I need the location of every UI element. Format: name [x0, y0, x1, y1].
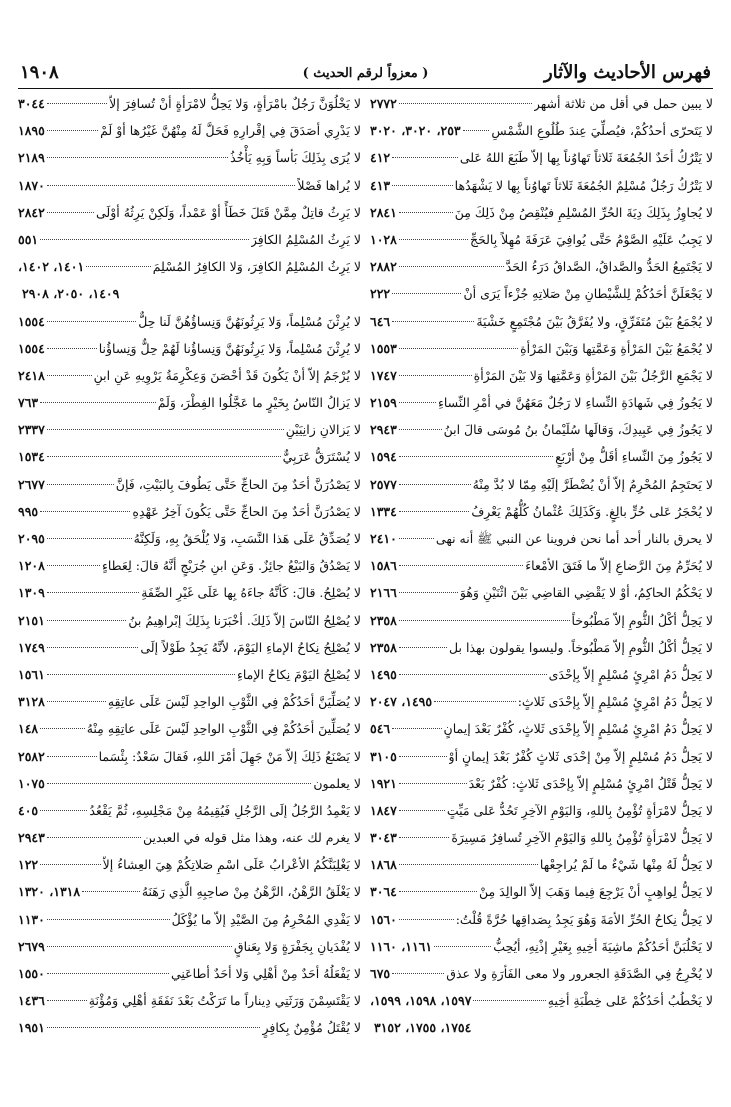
- leader-dots: [434, 701, 516, 702]
- index-entry: [370, 498, 713, 525]
- index-entry: [370, 770, 713, 797]
- entry-text: لا يَغْلَقُ الرَّهْنُ، الرَّهْنُ مِنْ صاحِبِهِ الَّذِي رَهَنَهُ: [141, 884, 361, 900]
- index-entry: [18, 308, 361, 335]
- entry-hadith-number: ٢٨٤٢: [18, 204, 45, 220]
- entry-text: لا يغرم لك عنه، وهذا مثل قوله في العبدين: [143, 830, 361, 846]
- leader-dots: [399, 429, 442, 430]
- leader-dots: [47, 538, 132, 539]
- index-entry: [18, 634, 361, 661]
- leader-dots: [473, 1000, 545, 1001]
- leader-dots: [399, 592, 458, 593]
- index-entry: [18, 389, 361, 416]
- entry-hadith-number: ٢٣٣٧: [18, 422, 45, 438]
- entry-text: لا يُصَلِّينَ أحَدُكُمْ فِي الثَّوْبِ الواحِدِ لَيْسَ عَلَى عاتِقِهِ مِنْهُ: [86, 721, 361, 737]
- leader-dots: [47, 1000, 87, 1001]
- entry-text: لا يَصْنَعُ ذَلِكَ إلاّ مَنْ جَهِلَ أمْرَ اللهِ، فَقالَ سَعْدٌ: بِئْسَما: [98, 748, 361, 764]
- index-entry: [370, 688, 713, 715]
- entry-text: لا يُحْجَرُ عَلى حُرٍّ بالِغٍ. وَكَذَلِكَ عُثْمانُ كُلُّهُمْ يَعْرِفُ: [471, 503, 713, 519]
- index-entry: [370, 552, 713, 579]
- leader-dots: [40, 511, 130, 512]
- leader-dots: [47, 565, 100, 566]
- leader-dots: [399, 348, 518, 349]
- leader-dots: [399, 837, 449, 838]
- entry-hadith-number: ١٥٥٠: [18, 966, 45, 981]
- index-entry: [18, 253, 361, 280]
- entry-hadith-number: ٤٠٥: [18, 802, 39, 818]
- index-entry: [18, 498, 361, 525]
- index-entry: [370, 144, 713, 171]
- entry-text: لا يَحْلُبَنَّ أحَدُكُمْ ماشِيَةَ أخِيهِ بِغَيْرِ إذْنِهِ، أيُحِبُّ: [493, 938, 713, 954]
- index-entry: [18, 199, 361, 226]
- entry-text: لا يَجُوزُ فِي عَبِيدِكَ، وَقالَها سُلَيْمانُ بنُ مُوسَى قالَ ابنُ: [443, 422, 713, 438]
- entry-text: لا يُصَلِّيَنَّ أحَدُكُمْ فِي الثَّوْبِ الواحِدِ لَيْسَ عَلَى عاتِقِهِ: [107, 694, 361, 710]
- leader-dots: [40, 810, 87, 811]
- leader-dots: [86, 266, 151, 267]
- entry-text: لا يعلمون: [313, 775, 361, 791]
- index-entry: [18, 607, 361, 634]
- leader-dots: [399, 864, 538, 865]
- leader-dots: [399, 103, 532, 104]
- entry-hadith-number: ٦٤٦: [370, 313, 391, 329]
- entry-hadith-number: ١٢٠٨: [18, 558, 45, 574]
- entry-text: لا يَحِلُّ دَمُ امْرِئٍ مُسْلِمٍ إلاّ بِإحْدَى: [548, 666, 713, 682]
- index-columns: [18, 90, 713, 1098]
- page-header: [18, 58, 713, 89]
- entry-hadith-number: ١٤٩٥، ٢٠٤٧: [370, 694, 433, 710]
- entry-hadith-number: ١٥٥٣: [370, 340, 397, 356]
- entry-hadith-number: ٦٧٥: [370, 966, 391, 981]
- entry-text: لا يَتْرُكُ أحَدٌ الجُمُعَةَ ثَلاثاً تَهاوُناً بِها إلاّ طَبَعَ اللهُ عَلى: [459, 150, 713, 166]
- entry-hadith-number: ٢٠٩٥: [18, 531, 45, 546]
- entry-text: لا يَجْعَلَنَّ أحَدُكُمْ لِلشَّيْطانِ مِنْ صَلاتِهِ جُزْءاً يَرَى أنْ: [463, 286, 713, 302]
- index-entry: [370, 172, 713, 199]
- index-entry: [18, 661, 361, 688]
- entry-text: لا يَرِثُ قاتِلٌ مِمَّنْ قَتَلَ خَطَأً أوْ عَمْداً، وَلَكِنْ يَرِثُهُ أوْلَى: [96, 204, 361, 220]
- entry-hadith-number: ١١٦١، ١١٦٠: [370, 938, 433, 954]
- leader-dots: [399, 674, 547, 675]
- entry-text: لا يَغْلِبَنَّكُمُ الأعْرابُ عَلَى اسْمِ صَلاتِكُمْ هِيَ العِشاءُ إلاّ: [102, 857, 361, 873]
- index-entry: [370, 824, 713, 851]
- entry-hadith-number: ١٨٧٠: [18, 177, 45, 193]
- leader-dots: [47, 157, 228, 158]
- entry-hadith-number: ١٥٥٤: [18, 313, 45, 329]
- entry-text: لا يُصْلِحُ النّاسَ إلاّ ذَلِكَ. أخْبَرَنا بِذَلِكَ إبْراهِيمُ بنُ: [128, 612, 361, 628]
- left-column: [18, 90, 361, 1098]
- entry-text: لا يَتْرُكُ رَجُلٌ مُسْلِمٌ الجُمُعَةَ ثَلاثاً تَهاوُناً بِها لا يَشْهَدُها: [454, 177, 713, 193]
- leader-dots: [399, 647, 447, 648]
- index-entry: [370, 90, 713, 117]
- entry-text: لا يَحِلُّ دَمُ مُسْلِمٍ إلاّ مِنْ إحْدَى ثَلاثٍ كُفْرٌ بَعْدَ إيمانٍ أوْ: [448, 748, 713, 764]
- entry-text: لا يَحِلُّ دَمُ امْرِئٍ مُسْلِمٍ إلاّ بِإحْدَى ثَلاثٍ، كُفْرٌ بَعْدَ إيمانٍ: [443, 721, 713, 737]
- leader-dots: [399, 239, 468, 240]
- leader-dots: [392, 728, 441, 729]
- entry-text: لا يَخْطُبُ أحَدُكُمْ عَلى خِطْبَةِ أخِيهِ: [547, 993, 713, 1009]
- leader-dots: [463, 130, 490, 131]
- leader-dots: [47, 701, 106, 702]
- entry-hadith-number: ١٥٦١: [18, 666, 45, 682]
- leader-dots: [40, 864, 101, 865]
- entry-hadith-number: ٢١٥١: [18, 612, 45, 628]
- index-entry: [370, 253, 713, 280]
- entry-hadith-number: ٣١٠٥: [370, 748, 397, 764]
- leader-dots: [399, 402, 436, 403]
- entry-text: لا يَرِثُ المُسْلِمُ الكافِرَ، وَلا الكافِرُ المُسْلِمَ: [152, 259, 361, 275]
- entry-text: لا يَصْدُرَنَّ أحَدٌ مِنَ الحاجِّ حَتَّى يَكُونَ آخِرُ عَهْدِهِ: [132, 503, 361, 519]
- index-page: [18, 58, 713, 1098]
- leader-dots: [47, 212, 94, 213]
- entry-hadith-number: ١٨٤٧: [370, 802, 397, 818]
- entry-text: لا يُراها فَصْلاً: [297, 177, 361, 193]
- leader-dots: [47, 484, 114, 485]
- entry-hadith-number: ٢٥٨٢: [18, 748, 45, 764]
- entry-text: لا يُصْلِحُ اليَوْمَ نِكاحُ الإماءِ: [236, 666, 361, 682]
- index-entry: [370, 878, 713, 905]
- entry-hadith-number: ٤١٢: [370, 150, 391, 166]
- entry-text: لا يَجُوزُ مِنَ النِّساءِ أقَلُّ مِنْ أرْبَعٍ: [555, 449, 713, 465]
- entry-hadith-number: ٣٠٦٤: [370, 884, 397, 900]
- leader-dots: [47, 919, 170, 920]
- index-entry: [18, 824, 361, 851]
- entry-text: لا يَحِلُّ نِكاحُ الحُرِّ الأمَةَ وَهُوَ يَجِدُ بِصَداقِها حُرَّةً قُلْتُ:: [455, 911, 713, 927]
- index-entry: [18, 797, 361, 824]
- index-entry: [370, 471, 713, 498]
- entry-hadith-number: ١٢٢: [18, 857, 39, 873]
- entry-text: لا يَزالُ النّاسُ بِخَيْرٍ ما عَجَّلُوا الفِطْرَ، وَلَمْ: [157, 395, 361, 411]
- leader-dots: [399, 783, 467, 784]
- leader-dots: [47, 620, 127, 621]
- index-entry: [18, 770, 361, 797]
- entry-text: لا يَجْمَعِ الرَّجُلُ بَيْنَ المَرْأةِ وَعَمَّتِها وَلا بَيْنَ المَرْأةِ: [473, 367, 713, 383]
- leader-dots: [399, 891, 477, 892]
- leader-dots: [47, 456, 281, 457]
- leader-dots: [47, 837, 141, 838]
- entry-hadith-number: ٥٥١: [18, 231, 39, 247]
- entry-hadith-number: ٩٩٥: [18, 503, 39, 519]
- leader-dots: [47, 375, 92, 376]
- entry-text: لا يَصْدُرَنَّ أحَدٌ مِنَ الحاجِّ حَتَّى يَطُوفَ بِالبَيْتِ، فَإنَّ: [115, 476, 361, 492]
- entry-hadith-number: ١٩٥١: [18, 1020, 45, 1036]
- index-entry: [18, 117, 361, 144]
- leader-dots: [47, 321, 136, 322]
- entry-hadith-number: ١٥٦٠: [370, 911, 397, 927]
- index-entry: [370, 199, 713, 226]
- entry-text: لا يَفْعَلُهُ أحَدٌ مِنْ أهْلِي وَلا أحَدٌ أطاعَنِي: [170, 966, 361, 981]
- entry-hadith-number: ٢٥٣، ٣٠٢٠، ٣٠٢٠: [370, 123, 461, 139]
- entry-text: لا يَحِلُّ لامْرَأةٍ تُؤْمِنُ بِاللهِ وَاليَوْمِ الآخِرِ تُسافِرُ مَسِيرَةَ: [451, 830, 713, 846]
- leader-dots: [434, 946, 491, 947]
- leader-dots: [399, 212, 453, 213]
- leader-dots: [47, 756, 97, 757]
- entry-hadith-number: ١٣١٨، ١٣٢٠: [18, 884, 81, 900]
- entry-hadith-number: ٢٩٤٣: [18, 830, 45, 846]
- entry-text: لا يُسْتَرَقُّ عَرَبِيٌّ: [282, 449, 361, 465]
- entry-hadith-number: ٢٨٤١: [370, 204, 397, 220]
- entry-hadith-number: ١٨٦٨: [370, 857, 397, 873]
- entry-hadith-number: ٢٥٧٧: [370, 476, 397, 492]
- leader-dots: [392, 321, 474, 322]
- leader-dots: [47, 783, 312, 784]
- entry-text: لا يُرَى بِذَلِكَ بَأساً وَبِهِ يَأْخُذُ: [230, 150, 361, 166]
- entry-hadith-number: ١٠٢٨: [370, 231, 397, 247]
- entry-hadith-number: ١٩٢١: [370, 775, 397, 791]
- entry-text: لا يَحِلُّ لِواهِبٍ أنْ يَرْجِعَ فِيما وَهَبَ إلاّ الوالِدَ مِنْ: [479, 884, 713, 900]
- entry-text: لا يَحِلُّ لَهُ مِنْها شَيْءٌ ما لَمْ يُراجِعْها: [539, 857, 713, 873]
- index-entry: [370, 335, 713, 362]
- entry-hadith-number: ٢١٦٦: [370, 585, 397, 601]
- entry-text: لا يُصَدِّقُ عَلَى هَذا النَّسَبِ، وَلا يُلْحَقُ بِهِ، وَلَكِنَّهُ: [133, 531, 361, 546]
- index-entry: [370, 579, 713, 606]
- entry-hadith-number: ١٨٩٥: [18, 123, 45, 139]
- entry-hadith-number: ١٧٤٧: [370, 367, 397, 383]
- entry-hadith-number: ١٠٧٥: [18, 775, 45, 791]
- index-entry: [370, 362, 713, 389]
- leader-dots: [399, 456, 553, 457]
- leader-dots: [392, 185, 453, 186]
- leader-dots: [47, 130, 98, 131]
- entry-text: لا يَحِلُّ لامْرَأةٍ تُؤْمِنُ بِاللهِ، وَاليَوْمِ الآخِرِ تَحُدُّ عَلى مَيِّتٍ: [446, 802, 713, 818]
- entry-text: لا يَعْمِدُ الرَّجُلُ إلَى الرَّجُلِ فَيُقِيمُهُ مِنْ مَجْلِسِهِ، ثُمَّ يَقْعُدُ: [89, 802, 361, 818]
- leader-dots: [392, 157, 458, 158]
- index-entry: [370, 443, 713, 470]
- entry-hadith-number: ٢٧٧٢: [370, 96, 397, 111]
- entry-text: لا يُفْدَيانِ بِجَفْرَةٍ وَلا بِعَناقٍ: [233, 938, 361, 954]
- entry-text: لا يَجِبُ عَلَيْهِ الصَّوْمُ حَتَّى يُوافِيَ عَرَفَةَ مُهِلاً بِالحَجِّ: [469, 231, 713, 247]
- entry-hadith-number: ٢٣٥٨: [370, 612, 397, 628]
- leader-dots: [47, 429, 284, 430]
- index-entry: [370, 226, 713, 253]
- leader-dots: [47, 647, 139, 648]
- leader-dots: [40, 402, 156, 403]
- entry-text: لا يَحتَجِمُ المُحْرِمُ إلاّ أنْ يُضْطَرَّ إلَيْهِ مِمّا لا بُدَّ مِنْهُ: [472, 476, 713, 492]
- entry-hadith-number: ٥٤٦: [370, 721, 391, 737]
- entry-hadith-number: ٤١٣: [370, 177, 391, 193]
- index-entry: [370, 389, 713, 416]
- entry-hadith-number: ٢٣٥٨: [370, 639, 397, 655]
- entry-continuation: ١٧٥٤، ١٧٥٥، ٣١٥٢: [374, 1020, 472, 1036]
- entry-hadith-number: ١٣٠٩: [18, 585, 45, 601]
- leader-dots: [47, 1027, 261, 1028]
- leader-dots: [47, 103, 107, 104]
- entry-hadith-number: ١٥٩٤: [370, 449, 397, 465]
- index-entry: [18, 878, 361, 905]
- leader-dots: [47, 348, 97, 349]
- entry-hadith-number: ٣٠٤٣: [370, 830, 397, 846]
- entry-text: لا يَجُوزُ فِي شَهادَةِ النِّساءِ لا رَجُلٌ مَعَهُنَّ في أمْرِ النِّساءِ: [437, 395, 713, 411]
- entry-text: لا يُخْرِجُ فِي الصَّدَقَةِ الجعرور ولا معى الفَأرَةِ ولا عذق: [446, 966, 713, 981]
- entry-text: لا يُرِثْنَ مُسْلِماً، وَلا يَرِثُونَهُنَّ وَنِساؤُهُنَّ لَنا حِلٌّ: [138, 313, 361, 329]
- entry-text: لا يَرِثُ المُسْلِمُ الكافِرَ: [250, 231, 361, 247]
- entry-hadith-number: ٢٤١٠: [370, 531, 397, 546]
- entry-text: لا يَحِلُّ دَمُ امْرِئٍ مُسْلِمٍ إلاّ بِإحْدَى ثَلاثٍ:: [517, 694, 713, 710]
- running-subtitle: ( معزواً لرقم الحديث ): [302, 66, 429, 81]
- entry-text: لا يَخْلُوَنَّ رَجُلٌ بامْرَأةٍ، وَلا يَحِلُّ لامْرَأةٍ أنْ تُسافِرَ إلاّ: [109, 96, 361, 111]
- index-entry: [370, 987, 713, 1014]
- entry-hadith-number: ١٤٠١، ١٤٠٢،: [18, 259, 85, 275]
- entry-hadith-number: ٢٦٧٧: [18, 476, 45, 492]
- entry-text: لا يَقْتَسِمْنَ وَرَثَتِي دِيناراً ما تَرَكْتُ بَعْدَ نَفَقَةِ أهْلِي وَمُؤْنَةِ: [88, 993, 361, 1009]
- index-entry: [18, 688, 361, 715]
- index-entry: [18, 525, 361, 552]
- entry-hadith-number: ١٧٤٩: [18, 639, 45, 655]
- entry-hadith-number: ٢٤١٨: [18, 367, 45, 383]
- index-entry: [370, 933, 713, 960]
- entry-hadith-number: ٢٨٨٢: [370, 259, 397, 275]
- index-entry: [370, 634, 713, 661]
- index-entry: [370, 960, 713, 987]
- entry-text: لا يحرق بالنار أحد أما نحن فروينا عن النبي ﷺ أنه نهى: [435, 531, 713, 546]
- entry-text: لا يُقْتَلُ مُؤْمِنٌ بِكافِرٍ: [262, 1020, 361, 1036]
- index-entry: [18, 471, 361, 498]
- entry-text: لا يُرِثْنَ مُسْلِماً، وَلا يَرِثُونَهُنَّ وَنِساؤُنا لَهُمْ حِلٌّ وَنِساؤُنا: [98, 340, 361, 356]
- index-entry: [370, 715, 713, 742]
- running-title: فهرس الأحاديث والآثار: [543, 62, 711, 83]
- entry-text: لا يَزالانِ زانِيَيْنِ: [285, 422, 361, 438]
- index-entry: [18, 144, 361, 171]
- entry-hadith-number: ٢٩٤٣: [370, 422, 397, 438]
- page-number: ١٩٠٨: [20, 62, 59, 83]
- entry-hadith-number: ٢٢٢: [370, 286, 391, 302]
- index-entry: [370, 851, 713, 878]
- index-entry: [370, 308, 713, 335]
- entry-hadith-number: ١٣٣٤: [370, 503, 397, 519]
- entry-text: لا يُصْلِحُ. قالَ: كَأنَّهُ جاءَهُ بِها عَلَى غَيْرِ الصِّفَةِ: [141, 585, 361, 601]
- entry-hadith-number: ١٤٩٥: [370, 666, 397, 682]
- index-entry: [18, 743, 361, 770]
- leader-dots: [40, 239, 249, 240]
- entry-text: لا يَحِلُّ أكْلُ الثُّومِ إلاّ مَطْبُوخاً. وليسوا يقولون بهذا بل: [449, 639, 713, 655]
- entry-hadith-number: ١٤٣٦: [18, 993, 45, 1009]
- leader-dots: [399, 511, 469, 512]
- index-entry: [370, 743, 713, 770]
- index-entry: [18, 933, 361, 960]
- leader-dots: [47, 592, 139, 593]
- index-entry: [370, 525, 713, 552]
- leader-dots: [47, 674, 235, 675]
- index-entry: [18, 443, 361, 470]
- entry-hadith-number: ١١٣٠: [18, 911, 45, 927]
- entry-text: لا يَتَحرّى أحدُكُمْ، فيُصلِّيَ عِندَ طُلُوعِ الشَّمْسِ: [491, 123, 713, 139]
- right-column: [370, 90, 713, 1098]
- leader-dots: [47, 946, 232, 947]
- index-entry: [370, 280, 713, 307]
- index-entry: [370, 797, 713, 824]
- entry-hadith-number: ١٤٨: [18, 721, 39, 737]
- leader-dots: [399, 756, 447, 757]
- entry-hadith-number: ٢١٥٩: [370, 395, 397, 411]
- leader-dots: [399, 919, 454, 920]
- entry-text: لا يُحَرِّمُ مِنَ الرَّضاعِ إلاّ ما فَتَقَ الأمْعاءَ: [525, 558, 713, 574]
- index-entry: [18, 552, 361, 579]
- index-entry: [18, 226, 361, 253]
- leader-dots: [392, 973, 444, 974]
- entry-text: لا يَحِلُّ أكْلُ الثُّومِ إلاّ مَطْبُوخاً: [571, 612, 713, 628]
- entry-hadith-number: ١٥٨٦: [370, 558, 397, 574]
- entry-hadith-number: ٣٠٤٤: [18, 96, 45, 111]
- index-entry: [18, 362, 361, 389]
- entry-hadith-number: ٣١٢٨: [18, 694, 45, 710]
- leader-dots: [399, 810, 445, 811]
- index-entry: [18, 851, 361, 878]
- index-entry: [18, 1014, 361, 1041]
- entry-text: لا يَصْدُقُ وَالبَيْعُ جائِزٌ. وَعَنِ ابنِ جُرَيْجٍ أنَّهُ قالَ: لِعَطاءٍ: [101, 558, 361, 574]
- entry-hadith-number: ٢٦٧٩: [18, 938, 45, 954]
- index-entry: [18, 906, 361, 933]
- leader-dots: [82, 891, 140, 892]
- entry-text: لا يُجْمَعُ بَيْنَ المَرْأةِ وَعَمَّتِها وَبَيْنَ المَرْأةِ: [520, 340, 713, 356]
- leader-dots: [399, 565, 523, 566]
- leader-dots: [47, 185, 296, 186]
- leader-dots: [47, 973, 169, 974]
- entry-text: لا يَحْكُمُ الحاكِمُ، أوْ لا يَقْضِي القاضِي بَيْنَ اثْنَيْنِ وَهُوَ: [459, 585, 713, 601]
- index-entry: [370, 416, 713, 443]
- entry-text: لا يُصْلِحُ نِكاحُ الإماءِ اليَوْمَ، لأنَّهُ يَجِدُ طَوْلاً إلَى: [140, 639, 361, 655]
- leader-dots: [399, 538, 434, 539]
- entry-text: لا يُجْمَعُ بَيْنَ مُتَفَرِّقٍ، ولا يُفَرَّقُ بَيْنَ مُجْتَمِعٍ خَشْيَةَ: [476, 313, 713, 329]
- leader-dots: [399, 484, 471, 485]
- entry-hadith-number: ١٥٩٧، ١٥٩٨، ١٥٩٩،: [370, 993, 472, 1009]
- index-entry: [370, 117, 713, 144]
- index-entry: [18, 90, 361, 117]
- index-entry: [18, 172, 361, 199]
- leader-dots: [399, 375, 472, 376]
- entry-text: لا يَفْدِي المُحْرِمُ مِنَ الصَّيْدِ إلاّ ما يُؤْكَلُ: [171, 911, 361, 927]
- entry-text: لا يُجاوِزُ بِذَلِكَ دِيَةَ الحُرِّ المُسْلِمِ فيُنْقِصُ مِنْ ذَلِكَ مِنَ: [454, 204, 713, 220]
- entry-text: لا يَدْرِي أصَدَقَ فِي إقْرارِهِ فَحَلَّ لَهُ مِنْهُنَّ غَيْرُها أوْ لَمْ: [100, 123, 361, 139]
- entry-hadith-number: ٧٦٣: [18, 395, 39, 411]
- leader-dots: [399, 620, 570, 621]
- entry-text: لا يبين حمل في أقل من ثلاثة أشهر: [533, 96, 713, 111]
- index-entry: [18, 987, 361, 1014]
- index-entry: [18, 416, 361, 443]
- entry-continuation: ١٤٠٩، ٢٠٥٠، ٢٩٠٨: [22, 286, 120, 302]
- index-entry: [18, 335, 361, 362]
- entry-text: لا يَحِلُّ قَتْلُ امْرِئٍ مُسْلِمٍ إلاّ بِإحْدَى ثَلاثٍ: كُفْرٌ بَعْدَ: [468, 775, 713, 791]
- leader-dots: [40, 728, 85, 729]
- entry-text: لا يَجْتَمِعُ الحَدُّ والصَّداقُ، الصَّداقُ دَرَءُ الحَدَّ: [505, 259, 713, 275]
- index-entry: [370, 906, 713, 933]
- entry-hadith-number: ١٥٥٤: [18, 340, 45, 356]
- entry-text: لا يُرْجَمُ إلاّ أنْ يَكُونَ قَدْ أحْصَنَ وَعِكْرِمَةُ يَرْوِيهِ عَنِ ابنِ: [93, 367, 361, 383]
- leader-dots: [392, 293, 461, 294]
- index-entry: [370, 661, 713, 688]
- entry-hadith-number: ٢١٨٩: [18, 150, 45, 166]
- index-entry: [370, 607, 713, 634]
- leader-dots: [399, 266, 504, 267]
- index-entry: [18, 715, 361, 742]
- index-entry: [18, 960, 361, 987]
- index-entry: [18, 579, 361, 606]
- entry-hadith-number: ١٥٣٤: [18, 449, 45, 465]
